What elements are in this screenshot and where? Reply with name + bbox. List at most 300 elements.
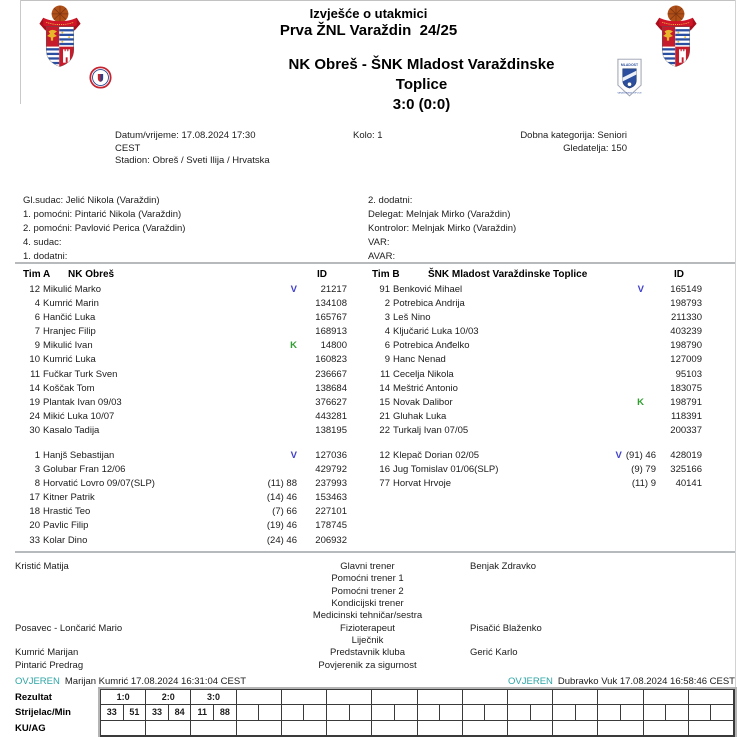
team-b-id-header: ID — [674, 269, 684, 280]
team-b-starters — [372, 283, 702, 438]
player-status — [578, 396, 656, 410]
player-status — [245, 505, 297, 519]
minute-cell — [531, 705, 554, 720]
player-name: Turkalj Ivan 07/05 — [393, 424, 469, 436]
ku-ag-cell — [463, 721, 508, 736]
scorer-cell — [463, 705, 486, 720]
player-status — [245, 463, 297, 477]
staff-name-team-a — [15, 586, 275, 598]
ku-ag-cell — [644, 721, 689, 736]
minute-cell — [711, 705, 734, 720]
player-number: 33 — [29, 534, 40, 546]
player-id: 198790 — [670, 340, 702, 352]
player-status — [245, 283, 297, 297]
captain-mark: K — [637, 396, 644, 408]
staff-name-team-b: Pisačić Blaženko — [470, 622, 542, 634]
player-name: Gluhak Luka — [393, 410, 447, 422]
staff-name-team-b — [460, 573, 722, 585]
result-cell — [508, 690, 553, 705]
staff-row — [15, 610, 722, 622]
verification-left — [15, 676, 246, 687]
player-id: 429792 — [315, 464, 347, 476]
result-cell: 3:0 — [191, 690, 236, 705]
player-number: 22 — [379, 424, 390, 436]
player-row — [372, 410, 702, 424]
scorer-cell: 33 — [101, 705, 124, 720]
player-row — [372, 463, 702, 477]
team-b-substitutes — [372, 449, 702, 491]
minute-cell — [666, 705, 689, 720]
datetime-line2: CEST — [115, 142, 141, 154]
player-name: Kumrić Luka — [43, 354, 96, 366]
player-name: Mikulić Ivan — [43, 340, 93, 352]
report-title: Izvješće o utakmici — [309, 6, 428, 21]
scorer-cell — [418, 705, 441, 720]
player-number: 3 — [34, 464, 40, 476]
minute-cell: 84 — [169, 705, 192, 720]
player-id: 14800 — [320, 340, 347, 352]
staff-name-team-b — [460, 635, 722, 647]
player-row — [372, 353, 702, 367]
player-number: 20 — [29, 520, 40, 532]
minute-cell: 88 — [214, 705, 237, 720]
score-table-grid — [101, 690, 734, 736]
player-row — [23, 519, 347, 533]
page-top-border — [20, 0, 736, 1]
player-id: 178745 — [315, 520, 347, 532]
verification-right-text: Dubravko Vuk 17.08.2024 16:58:46 CEST — [557, 676, 735, 687]
player-id: 376627 — [315, 396, 347, 408]
player-number: 24 — [29, 410, 40, 422]
player-id: 198791 — [670, 396, 702, 408]
match-title-block — [110, 55, 733, 115]
player-name: Mikulić Marko — [43, 284, 102, 295]
player-row — [372, 424, 702, 438]
staff-row — [15, 623, 722, 635]
player-status — [245, 477, 297, 491]
player-status — [578, 463, 656, 477]
official-line: 4. sudac: — [23, 237, 62, 248]
player-status — [245, 325, 297, 339]
player-status — [578, 382, 656, 396]
player-row — [23, 311, 347, 325]
player-name: Kumrić Marin — [43, 298, 99, 310]
minute-cell — [485, 705, 508, 720]
player-row — [372, 339, 702, 353]
player-name: Novak Dalibor — [393, 396, 453, 408]
scorer-cell — [689, 705, 712, 720]
player-row — [23, 283, 347, 297]
svg-text:MLADOST: MLADOST — [620, 62, 639, 67]
substitution-info: (91) 46 — [625, 450, 656, 461]
staff-row — [15, 647, 722, 659]
player-row — [372, 449, 702, 463]
player-status — [245, 424, 297, 438]
scorer-cell — [282, 705, 305, 720]
player-id: 227101 — [315, 506, 347, 518]
player-id: 127036 — [315, 450, 347, 461]
result-cell — [282, 690, 327, 705]
player-row — [23, 463, 347, 477]
minute-cell — [304, 705, 327, 720]
player-status — [578, 424, 656, 438]
player-id: 428019 — [670, 450, 702, 461]
player-row — [23, 396, 347, 410]
player-status — [245, 382, 297, 396]
player-row — [23, 505, 347, 519]
player-number: 2 — [384, 298, 390, 310]
player-status — [245, 297, 297, 311]
goalkeeper-mark: V — [290, 450, 297, 461]
goalkeeper-mark: V — [637, 284, 644, 295]
player-row — [23, 449, 347, 463]
official-line: Gl.sudac: Jelić Nikola (Varaždin) — [23, 195, 160, 206]
player-id: 21217 — [320, 284, 347, 295]
player-name: Potrebica Andrija — [393, 298, 465, 310]
player-row — [23, 424, 347, 438]
player-name: Hranjec Filip — [43, 326, 96, 338]
staff-name-team-b — [460, 586, 722, 598]
player-number: 1 — [34, 450, 40, 461]
staff-row — [15, 561, 722, 573]
player-number: 11 — [30, 368, 40, 380]
player-name: Jug Tomislav 01/06(SLP) — [393, 464, 499, 476]
ku-ag-cell — [418, 721, 463, 736]
team-a-starters — [23, 283, 347, 438]
minute-cell — [395, 705, 418, 720]
staff-name-team-a — [15, 598, 275, 610]
official-line: Delegat: Melnjak Mirko (Varaždin) — [368, 209, 511, 220]
minute-cell: 51 — [124, 705, 147, 720]
player-row — [23, 382, 347, 396]
staff-role: Liječnik — [351, 635, 384, 647]
player-number: 4 — [384, 326, 390, 338]
player-number: 6 — [384, 340, 390, 352]
player-name: Hančić Luka — [43, 312, 96, 324]
staff-section — [15, 561, 722, 672]
player-name: Mikić Luka 10/07 — [43, 410, 115, 422]
player-number: 12 — [379, 450, 390, 461]
player-name: Horvat Hrvoje — [393, 478, 452, 490]
player-id: 40141 — [675, 478, 702, 490]
match-result: 3:0 (0:0) — [392, 96, 451, 113]
substitution-info: (9) 79 — [631, 464, 656, 476]
player-number: 9 — [384, 354, 390, 366]
player-row — [23, 339, 347, 353]
player-status — [578, 311, 656, 325]
ku-ag-cell — [146, 721, 191, 736]
round: Kolo: 1 — [353, 130, 383, 141]
player-id: 443281 — [315, 410, 347, 422]
player-status — [578, 339, 656, 353]
divider-officials-roster — [15, 262, 735, 264]
player-id: 211330 — [671, 312, 702, 324]
score-table — [100, 689, 735, 737]
player-name: Golubar Fran 12/06 — [43, 464, 126, 476]
staff-name-team-a: Posavec - Lončarić Mario — [15, 622, 123, 634]
player-id: 165149 — [670, 284, 702, 295]
ku-ag-cell — [101, 721, 146, 736]
player-id: 160823 — [315, 354, 347, 366]
player-id: 198793 — [670, 298, 702, 310]
official-line: 1. pomoćni: Pintarić Nikola (Varaždin) — [23, 209, 182, 220]
player-name: Benković Mihael — [393, 284, 463, 295]
staff-name-team-b — [460, 610, 722, 622]
result-cell — [644, 690, 689, 705]
result-cell — [237, 690, 282, 705]
player-status — [578, 477, 656, 491]
player-status — [245, 353, 297, 367]
player-name: Kitner Patrik — [43, 492, 95, 504]
result-cell — [327, 690, 372, 705]
player-id: 236667 — [315, 368, 347, 380]
player-name: Fučkar Turk Sven — [43, 368, 118, 380]
staff-role: Medicinski tehničar/sestra — [312, 610, 423, 622]
player-id: 165767 — [315, 312, 347, 324]
staff-name-team-b — [460, 598, 722, 610]
player-row — [372, 325, 702, 339]
player-status — [578, 297, 656, 311]
staff-role: Predstavnik kluba — [330, 647, 405, 659]
player-number: 4 — [34, 298, 40, 310]
official-line: AVAR: — [368, 251, 396, 262]
staff-role: Pomoćni trener 1 — [331, 573, 404, 585]
player-status — [578, 353, 656, 367]
player-row — [372, 297, 702, 311]
player-id: 127009 — [670, 354, 702, 366]
result-cell — [553, 690, 598, 705]
player-row — [372, 311, 702, 325]
player-row — [23, 325, 347, 339]
player-name: Horvatić Lovro 09/07(SLP) — [43, 478, 155, 490]
player-status — [245, 311, 297, 325]
player-number: 15 — [379, 396, 390, 408]
player-name: Ključarić Luka 10/03 — [393, 326, 479, 338]
official-line: 1. dodatni: — [23, 251, 68, 262]
player-number: 91 — [379, 284, 390, 295]
competition-title: Prva ŽNL Varaždin 24/25 — [279, 22, 458, 39]
player-status — [245, 519, 297, 533]
player-name: Hrastić Teo — [43, 506, 91, 518]
player-id: 403239 — [670, 326, 702, 338]
player-row — [23, 534, 347, 548]
match-title-line1: NK Obreš - ŠNK Mladost Varaždinske — [288, 56, 555, 73]
minute-cell — [350, 705, 373, 720]
verification-row — [15, 676, 735, 687]
officials-left — [23, 194, 185, 264]
player-name: Hanc Nenad — [393, 354, 446, 366]
substitution-info: (11) 9 — [631, 478, 656, 490]
player-number: 9 — [34, 340, 40, 352]
result-cell — [418, 690, 463, 705]
team-b-label: Tim B — [372, 269, 400, 280]
player-name: Hanjš Sebastijan — [43, 450, 115, 461]
player-name: Pavlic Filip — [43, 520, 89, 532]
player-id: 183075 — [670, 382, 702, 394]
player-number: 14 — [29, 382, 40, 394]
result-cell: 2:0 — [146, 690, 191, 705]
staff-role: Fizioterapeut — [340, 622, 395, 634]
player-row — [372, 477, 702, 491]
player-status — [245, 410, 297, 424]
divider-roster-staff — [15, 551, 735, 553]
player-id: 325166 — [670, 464, 702, 476]
player-number: 6 — [34, 312, 40, 324]
goalkeeper-mark: V — [290, 284, 297, 295]
staff-role: Glavni trener — [340, 561, 395, 572]
player-status — [578, 283, 656, 297]
scorer-cell — [327, 705, 350, 720]
player-name: Klepač Dorian 02/05 — [393, 450, 480, 461]
scorer-cell: 33 — [146, 705, 169, 720]
player-number: 8 — [34, 478, 40, 490]
captain-mark: K — [290, 340, 297, 352]
player-id: 138684 — [315, 382, 347, 394]
team-b-name: ŠNK Mladost Varaždinske Toplice — [428, 269, 588, 280]
player-status — [245, 396, 297, 410]
player-status — [578, 368, 656, 382]
ku-ag-cell — [689, 721, 734, 736]
player-status — [245, 534, 297, 548]
player-number: 17 — [29, 492, 40, 504]
officials-right — [368, 194, 516, 264]
verification-right — [508, 676, 735, 687]
player-name: Kasalo Tadija — [43, 424, 100, 436]
staff-name-team-b: Gerić Karlo — [470, 647, 518, 659]
verified-badge: OVJEREN — [15, 676, 60, 687]
scorer-cell — [372, 705, 395, 720]
ku-ag-cell — [282, 721, 327, 736]
player-number: 14 — [379, 382, 390, 394]
datetime-line1: Datum/vrijeme: 17.08.2024 17:30 — [115, 130, 256, 141]
scorer-cell: 11 — [191, 705, 214, 720]
result-cell — [372, 690, 417, 705]
staff-row — [15, 598, 722, 610]
staff-role: Povjerenik za sigurnost — [318, 659, 417, 671]
staff-name-team-a — [15, 573, 275, 585]
substitution-info: (19) 46 — [266, 520, 297, 532]
ku-ag-cell — [191, 721, 236, 736]
player-name: Meštrić Antonio — [393, 382, 458, 394]
official-line: 2. pomoćni: Pavlović Perica (Varaždin) — [23, 223, 186, 234]
substitution-info: (7) 66 — [272, 506, 297, 518]
player-row — [23, 353, 347, 367]
player-number: 30 — [29, 424, 40, 436]
player-number: 77 — [379, 478, 390, 490]
stadium: Stadion: Obreš / Sveti Ilija / Hrvatska — [115, 155, 270, 167]
team-a-substitutes — [23, 449, 347, 548]
ku-ag-cell — [327, 721, 372, 736]
scorer-cell — [553, 705, 576, 720]
result-cell: 1:0 — [101, 690, 146, 705]
player-row — [372, 283, 702, 297]
player-number: 18 — [29, 506, 40, 518]
substitution-info: (24) 46 — [266, 534, 297, 546]
player-number: 10 — [29, 354, 40, 366]
player-status — [245, 339, 297, 353]
ku-ag-cell — [598, 721, 643, 736]
official-line: 2. dodatni: — [368, 195, 413, 206]
player-name: Plantak Ivan 09/03 — [43, 396, 122, 408]
player-status — [245, 449, 297, 463]
player-row — [23, 368, 347, 382]
team-a-id-header: ID — [317, 269, 327, 280]
player-status — [578, 325, 656, 339]
match-info-right — [380, 130, 627, 155]
player-name: Cecelja Nikola — [393, 368, 454, 380]
substitution-info: (14) 46 — [266, 492, 297, 504]
player-number: 16 — [379, 464, 390, 476]
staff-row — [15, 573, 722, 585]
player-row — [23, 491, 347, 505]
home-club-crest-icon — [89, 66, 112, 89]
ku-ag-cell — [372, 721, 417, 736]
match-info-left — [115, 130, 270, 168]
result-cell — [689, 690, 734, 705]
player-status — [578, 410, 656, 424]
player-name: Kolar Dino — [43, 534, 88, 546]
goalkeeper-mark: V — [615, 450, 622, 461]
minute-cell — [259, 705, 282, 720]
team-a-label: Tim A — [23, 269, 51, 280]
player-row — [372, 396, 702, 410]
staff-name-team-a — [15, 635, 275, 647]
minute-cell — [440, 705, 463, 720]
svg-text:VARAŽDINSKE TOPLICE: VARAŽDINSKE TOPLICE — [617, 92, 642, 95]
player-name: Leš Nino — [393, 312, 431, 324]
substitution-info: (11) 88 — [267, 478, 297, 490]
player-id: 118391 — [671, 410, 702, 422]
player-row — [23, 297, 347, 311]
staff-name-team-a: Kristić Matija — [15, 561, 69, 572]
staff-name-team-b: Benjak Zdravko — [470, 561, 537, 572]
result-cell — [463, 690, 508, 705]
player-number: 11 — [380, 368, 390, 380]
score-table-label-result: Rezultat — [15, 692, 52, 703]
player-id: 168913 — [315, 326, 347, 338]
staff-name-team-a — [15, 610, 275, 622]
player-id: 134108 — [315, 298, 347, 310]
team-a-name: NK Obreš — [68, 269, 115, 280]
staff-row — [15, 635, 722, 647]
player-status — [245, 368, 297, 382]
ku-ag-cell — [237, 721, 282, 736]
minute-cell — [576, 705, 599, 720]
score-table-label-scorer: Strijelac/Min — [15, 707, 71, 719]
result-cell — [598, 690, 643, 705]
player-row — [23, 477, 347, 491]
player-status — [245, 491, 297, 505]
player-number: 19 — [29, 396, 40, 408]
staff-role: Kondicijski trener — [331, 598, 404, 610]
verified-badge: OVJEREN — [508, 676, 553, 687]
ku-ag-cell — [553, 721, 598, 736]
player-id: 153463 — [315, 492, 347, 504]
player-number: 7 — [34, 326, 40, 338]
staff-name-team-a: Kumrić Marijan — [15, 647, 79, 659]
player-status — [578, 449, 656, 463]
verification-left-text: Marijan Kumrić 17.08.2024 16:31:04 CEST — [64, 676, 247, 687]
official-line: VAR: — [368, 237, 390, 248]
scorer-cell — [644, 705, 667, 720]
staff-row — [15, 586, 722, 598]
player-id: 95103 — [675, 368, 702, 380]
official-line: Kontrolor: Melnjak Mirko (Varaždin) — [368, 223, 517, 234]
score-table-labels — [15, 690, 71, 736]
scorer-cell — [598, 705, 621, 720]
attendance: Gledatelja: 150 — [563, 142, 627, 154]
staff-row — [15, 660, 722, 672]
